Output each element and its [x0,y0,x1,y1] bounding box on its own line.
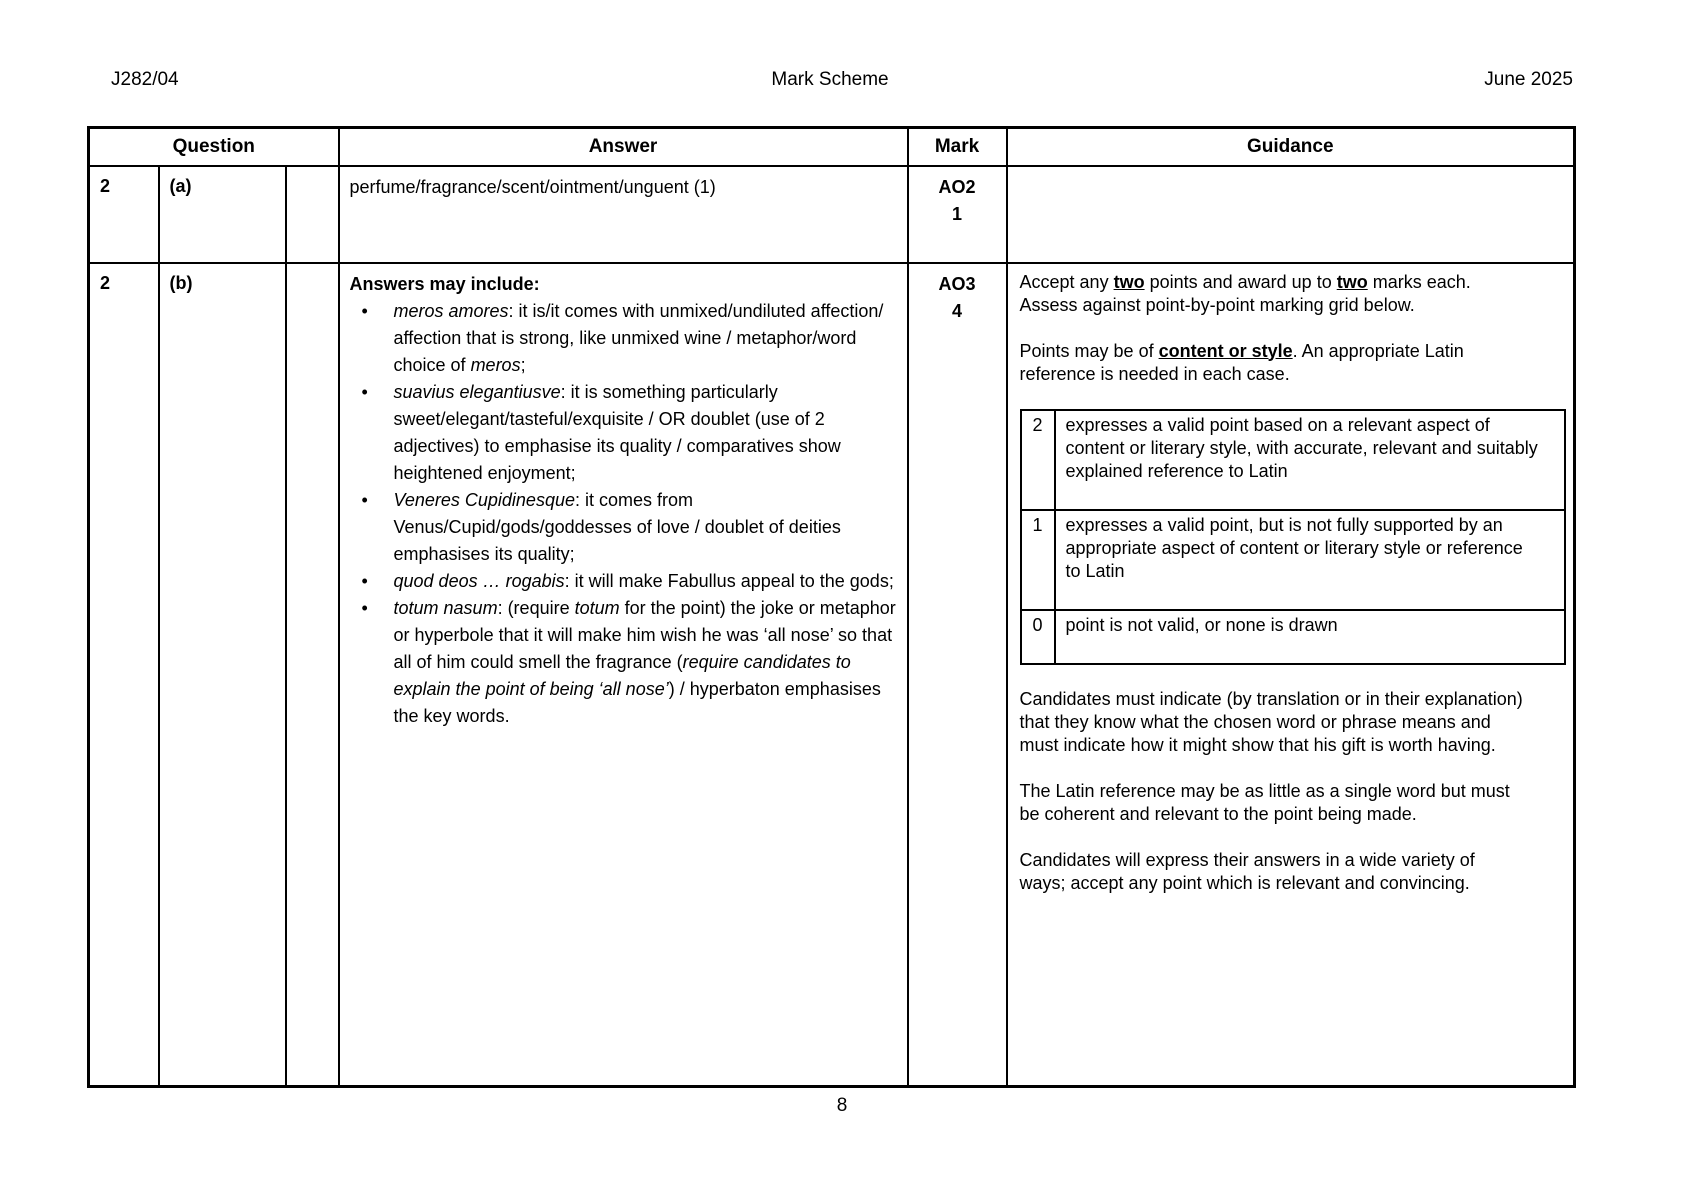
mark-value: 1 [952,203,963,224]
mark-cell [908,166,1007,263]
question-number: 2 [89,263,159,1087]
grid-description: point is not valid, or none is drawn [1055,610,1565,664]
grid-score: 0 [1021,610,1055,664]
column-header-question: Question [89,128,339,166]
marking-grid-row [1021,510,1565,610]
paper-code: J282/04 [111,69,179,90]
guidance-cell [1007,263,1575,1087]
table-row-question-2a [89,166,1575,263]
session-date: June 2025 [1484,69,1573,90]
mark-value: 4 [952,300,963,321]
marking-grid-row [1021,410,1565,510]
grid-score: 2 [1021,410,1055,510]
answer-intro: Answers may include: [349,273,540,294]
guidance-paragraph: Candidates must indicate (by translation or in their explanation) that they know what the chosen word or phrase means and must indicate how it might show that his gift is worth having. [1019,688,1523,755]
grid-score: 1 [1021,510,1055,610]
answer-cell [339,166,908,263]
guidance-paragraph: Accept any two points and award up to two marks each. Assess against point-by-point marking grid below. [1019,271,1476,315]
question-subpart-empty [286,263,339,1087]
column-header-guidance: Guidance [1007,128,1575,166]
answer-text: perfume/fragrance/scent/ointment/unguent (1) [349,176,716,197]
assessment-objective: AO2 [938,176,976,197]
guidance-paragraph: The Latin reference may be as little as a single word but must be coherent and relevant to the point being made. [1019,780,1510,824]
answer-bullet-list [350,298,897,730]
assessment-objective: AO3 [938,273,976,294]
document-title: Mark Scheme [771,69,889,90]
guidance-paragraph: Candidates will express their answers in a wide variety of ways; accept any point which is relevant and convincing. [1019,849,1475,893]
column-header-mark: Mark [908,128,1007,166]
marking-grid-row [1021,610,1565,664]
grid-description: expresses a valid point, but is not fully supported by an appropriate aspect of content or literary style or reference to Latin [1055,510,1565,610]
question-part: (b) [159,263,286,1087]
answer-bullet-item: • totum nasum: (require totum for the point) the joke or metaphor or hyperbole that it will make him wish he was ‘all nose’ so that all of him could smell the fragrance (require candidates to explain the point of being ‘all nose’) / hyperbaton emphasises the key words. [350,595,899,730]
grid-description: expresses a valid point based on a relevant aspect of content or literary style, with accurate, relevant and suitably explained reference to Latin [1055,410,1565,510]
mark-scheme-table [87,126,1576,1088]
mark-cell [908,263,1007,1087]
table-header-row [89,128,1575,166]
page-number: 8 [836,1095,848,1116]
guidance-paragraph: Points may be of content or style. An appropriate Latin reference is needed in each case. [1019,340,1464,384]
answer-bullet-item: • quod deos … rogabis: it will make Fabullus appeal to the gods; [350,568,899,595]
answer-cell [339,263,908,1087]
answer-bullet-item: • meros amores: it is/it comes with unmixed/undiluted affection/ affection that is strong, like unmixed wine / metaphor/word choice of meros; [350,298,899,379]
table-row-question-2b [89,263,1575,1087]
question-number: 2 [89,166,159,263]
answer-bullet-item: • Veneres Cupidinesque: it comes from Venus/Cupid/gods/goddesses of love / doublet of deities emphasises its quality; [350,487,899,568]
column-header-answer: Answer [339,128,908,166]
question-subpart-empty [286,166,339,263]
guidance-cell-empty [1007,166,1575,263]
question-part: (a) [159,166,286,263]
marking-grid [1020,409,1566,665]
document-header [87,68,1573,91]
answer-bullet-item: • suavius elegantiusve: it is something particularly sweet/elegant/tasteful/exquisite / OR doublet (use of 2 adjectives) to emphasise its quality / comparatives show heightened enjoyment; [350,379,899,487]
